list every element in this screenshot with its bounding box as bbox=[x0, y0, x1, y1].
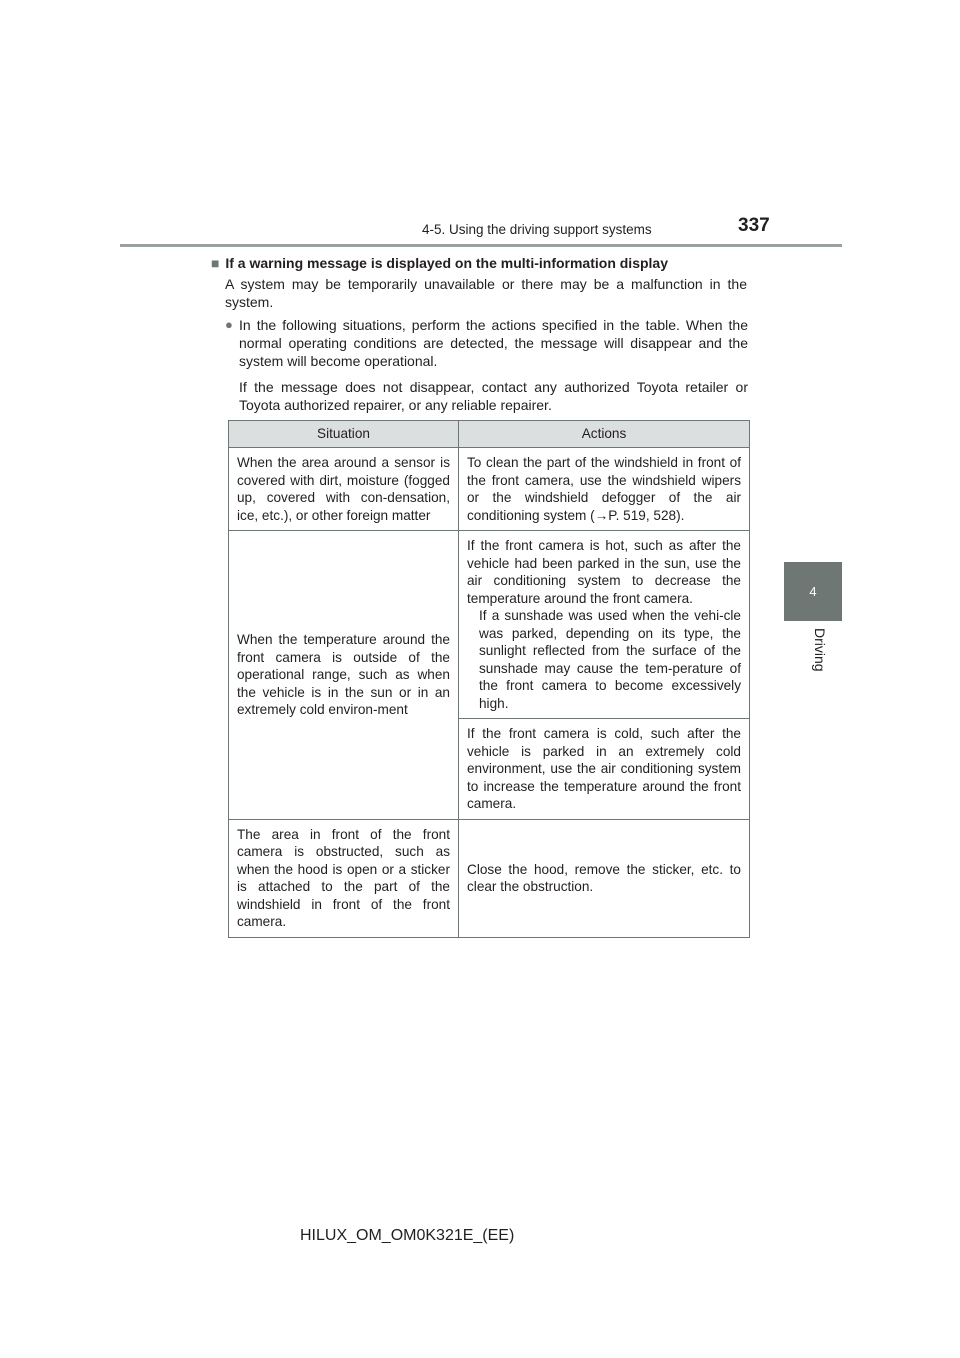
header-actions: Actions bbox=[459, 421, 750, 448]
table-row bbox=[229, 819, 750, 937]
row1-situation: When the area around a sensor is covered with dirt, moisture (fogged up, covered with con-densation, ice, etc.), or other foreign matter bbox=[229, 448, 459, 531]
intro-paragraph: A system may be temporarily unavailable or there may be a malfunction in the system. bbox=[225, 276, 747, 310]
square-bullet-icon: ■ bbox=[211, 255, 220, 271]
row3-situation: The area in front of the front camera is obstructed, such as when the hood is open or a sticker is attached to the part of the windshield in front of the front camera. bbox=[229, 819, 459, 937]
bullet-followup-paragraph: If the message does not disappear, contact any authorized Toyota retailer or Toyota authorized repairer, or any reliable repairer. bbox=[239, 379, 748, 413]
row2-situation: When the temperature around the front camera is outside of the operational range, such as when the vehicle is in the sun or in an extremely cold environ-ment bbox=[229, 531, 459, 820]
bullet-paragraph: In the following situations, perform the actions specified in the table. When the normal operating conditions are detected, the message will disappear and the system will become operational. bbox=[239, 317, 748, 369]
situation-actions-table bbox=[228, 420, 750, 938]
row2-action-hot bbox=[459, 531, 750, 719]
section-heading bbox=[211, 255, 771, 271]
chapter-label: Driving bbox=[812, 628, 828, 672]
row2-action-hot-note: If a sunshade was used when the vehi-cle was parked, depending on its type, the sunlight reflected from the surface of the sunshade may cause the tem-perature of the front camera to become excessively high. bbox=[479, 608, 741, 711]
row2-action-cold: If the front camera is cold, such after the vehicle is parked in an extremely cold environment, use the air conditioning system to increase the temperature around the front camera. bbox=[459, 719, 750, 820]
table-row bbox=[229, 531, 750, 719]
header-section-title: 4-5. Using the driving support systems bbox=[422, 222, 652, 237]
table-header-row bbox=[229, 421, 750, 448]
header-divider bbox=[120, 244, 842, 247]
circle-bullet-icon: ● bbox=[225, 317, 233, 332]
header-situation: Situation bbox=[229, 421, 459, 448]
table-row bbox=[229, 448, 750, 531]
row3-action: Close the hood, remove the sticker, etc. to clear the obstruction. bbox=[459, 819, 750, 937]
section-heading-text: If a warning message is displayed on the multi-information display bbox=[225, 255, 668, 271]
document-code: HILUX_OM_OM0K321E_(EE) bbox=[300, 1227, 515, 1244]
row2-action-hot-text: If the front camera is hot, such as after the vehicle had been parked in the sun, use the air conditioning system to decrease the temperature around the front camera. bbox=[467, 538, 741, 606]
row1-action: To clean the part of the windshield in front of the front camera, use the windshield wipers or the windshield defogger of the air conditioning system (→P. 519, 528). bbox=[459, 448, 750, 531]
bullet-list bbox=[225, 316, 748, 422]
chapter-tab: 4 bbox=[784, 562, 842, 621]
page-number: 337 bbox=[738, 215, 770, 236]
